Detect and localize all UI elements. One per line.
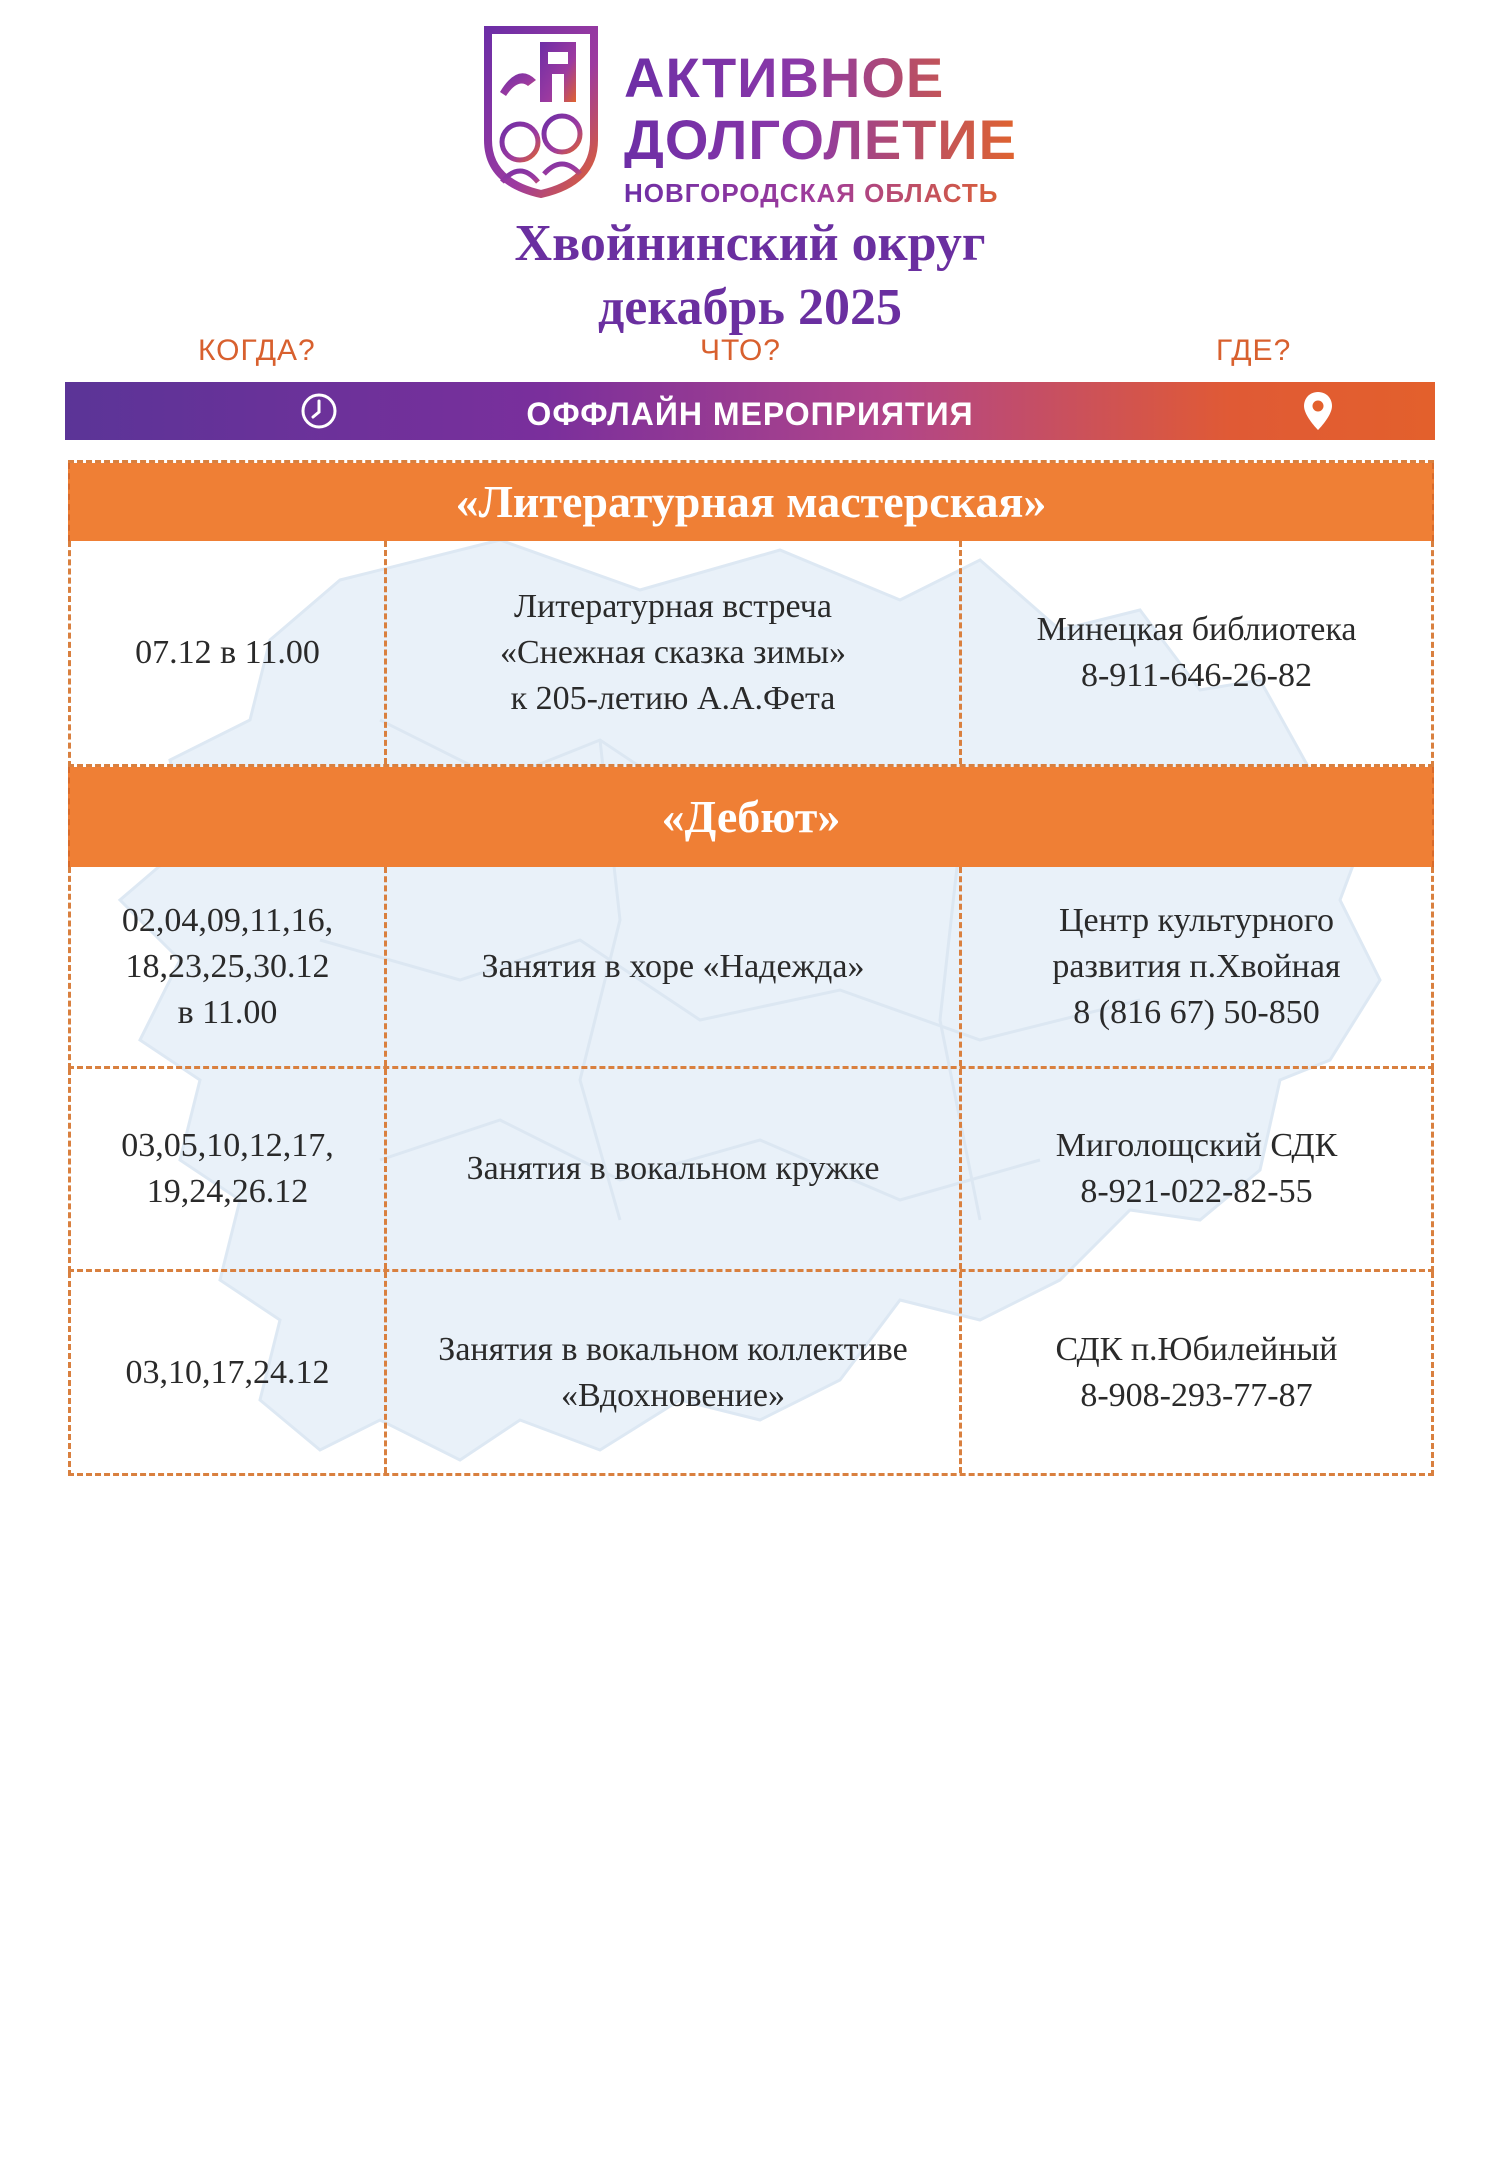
table-row xyxy=(68,867,1434,1069)
logo-line2: ДОЛГОЛЕТИЕ xyxy=(624,108,1017,171)
column-label-what: ЧТО? xyxy=(700,334,781,367)
logo-line3: НОВГОРОДСКАЯ ОБЛАСТЬ xyxy=(624,178,1017,208)
cell-what: Занятия в хоре «Надежда» xyxy=(387,867,962,1066)
page-subtitle: декабрь 2025 xyxy=(598,279,902,336)
table-row xyxy=(68,1069,1434,1272)
logo xyxy=(478,22,1038,208)
logo-emblem-icon xyxy=(478,22,604,198)
section-header-literary: «Литературная мастерская» xyxy=(68,463,1434,541)
offline-events-banner xyxy=(65,382,1435,440)
table-row xyxy=(68,541,1434,767)
banner-text: ОФФЛАЙН МЕРОПРИЯТИЯ xyxy=(526,396,974,432)
cell-when: 02,04,09,11,16, 18,23,25,30.12 в 11.00 xyxy=(71,867,387,1066)
cell-when: 03,10,17,24.12 xyxy=(71,1272,387,1473)
cell-what: Занятия в вокальном кружке xyxy=(387,1069,962,1269)
cell-when: 07.12 в 11.00 xyxy=(71,541,387,764)
column-label-where: ГДЕ? xyxy=(1216,334,1292,367)
cell-where: Минецкая библиотека 8-911-646-26-82 xyxy=(1036,610,1357,694)
cell-where: СДК п.Юбилейный 8-908-293-77-87 xyxy=(1055,1330,1338,1414)
cell-what: Литературная встреча «Снежная сказка зимы» к 205-летию А.А.Фета xyxy=(387,541,962,764)
cell-when: 03,05,10,12,17, 19,24,26.12 xyxy=(71,1069,387,1269)
cell-what: Занятия в вокальном коллективе «Вдохновение» xyxy=(387,1272,962,1473)
location-pin-icon xyxy=(1301,390,1335,432)
cell-where: Центр культурного развития п.Хвойная 8 (816 67) 50-850 xyxy=(1052,901,1341,1031)
cell-where: Миголощский СДК 8-921-022-82-55 xyxy=(1055,1127,1338,1210)
column-label-when: КОГДА? xyxy=(198,334,316,367)
logo-text xyxy=(624,46,1017,208)
table-row xyxy=(68,1272,1434,1476)
logo-line1: АКТИВНОЕ xyxy=(624,50,1017,106)
section-header-debut: «Дебют» xyxy=(68,767,1434,867)
schedule-table xyxy=(68,460,1434,1476)
page-title: Хвойнинский округ xyxy=(514,215,986,272)
